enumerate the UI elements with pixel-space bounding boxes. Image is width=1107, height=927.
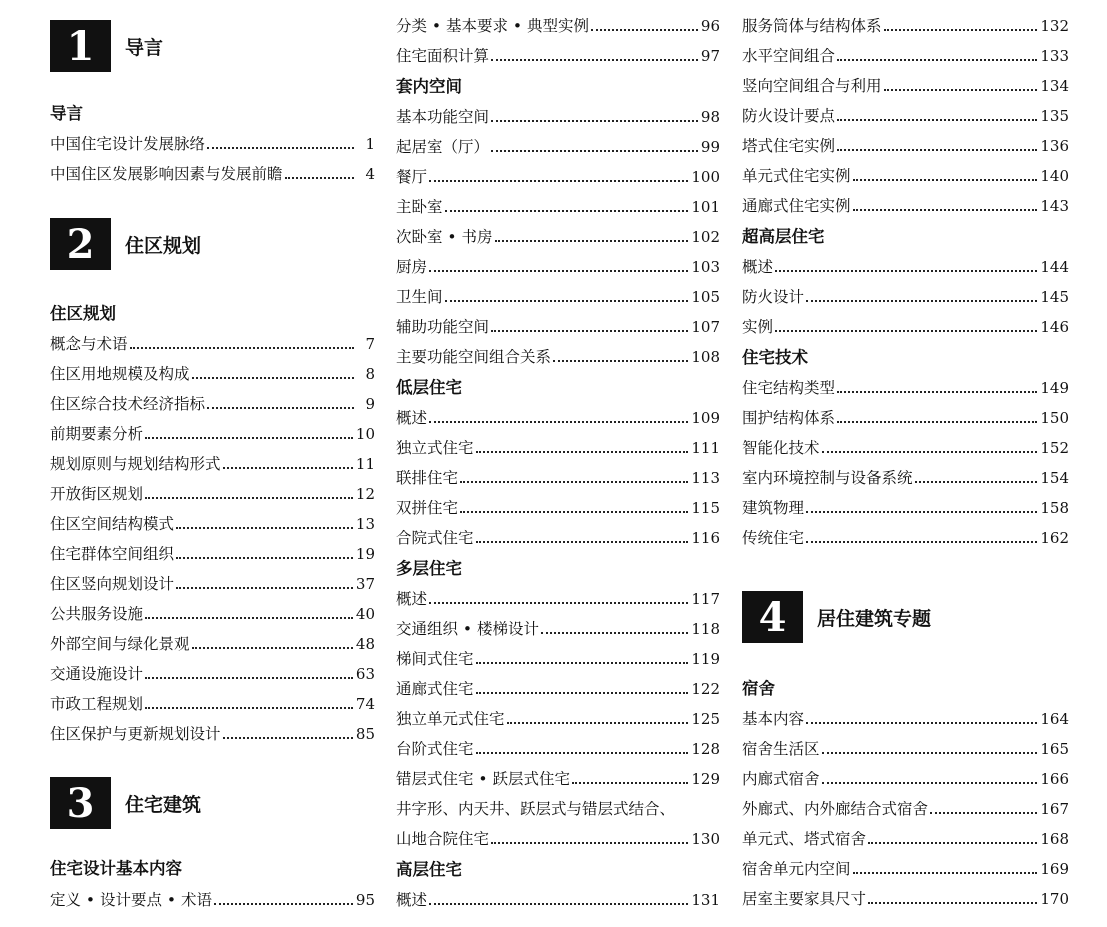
leader-dots — [806, 511, 1037, 513]
page-number: 101 — [691, 198, 720, 216]
toc-entry[interactable] — [50, 510, 375, 534]
page-number: 116 — [691, 529, 720, 547]
entry-title: 建筑物理 — [742, 499, 805, 517]
toc-entry[interactable] — [396, 404, 720, 428]
section-heading: 套内空间 — [396, 77, 462, 96]
entry-title: 中国住区发展影响因素与发展前瞻 — [50, 165, 283, 183]
leader-dots — [491, 842, 688, 844]
page-number: 63 — [355, 665, 375, 683]
toc-entry[interactable] — [396, 103, 720, 127]
page-number: 108 — [691, 348, 720, 366]
section-heading: 高层住宅 — [396, 860, 462, 879]
page-number: 164 — [1040, 710, 1069, 728]
toc-entry[interactable] — [396, 645, 720, 669]
toc-entry[interactable] — [50, 886, 375, 910]
chapter-4-header — [742, 591, 931, 643]
entry-title: 宿舍生活区 — [742, 740, 820, 758]
page-number: 37 — [355, 575, 375, 593]
entry-title: 主要功能空间组合关系 — [396, 348, 552, 366]
toc-entry[interactable] — [50, 160, 375, 184]
leader-dots — [429, 903, 688, 905]
leader-dots — [822, 451, 1038, 453]
entry-title: 单元式住宅实例 — [742, 167, 851, 185]
toc-entry[interactable] — [742, 404, 1069, 428]
entry-title: 防火设计要点 — [742, 107, 836, 125]
page-number: 98 — [700, 108, 720, 126]
entry-title: 传统住宅 — [742, 529, 805, 547]
entry-title: 通廊式住宅 — [396, 680, 474, 698]
entry-title: 住区空间结构模式 — [50, 515, 175, 533]
leader-dots — [553, 360, 688, 362]
entry-title: 井字形、内天井、跃层式与错层式结合、 — [396, 800, 676, 818]
toc-entry[interactable] — [50, 660, 375, 684]
page-number: 130 — [691, 830, 720, 848]
toc-entry[interactable] — [742, 162, 1069, 186]
entry-title: 外部空间与绿化景观 — [50, 635, 190, 653]
page-number: 150 — [1040, 409, 1069, 427]
entry-title: 住区竖向规划设计 — [50, 575, 175, 593]
leader-dots — [145, 497, 353, 499]
chapter-number: 4 — [742, 591, 803, 643]
entry-title: 规划原则与规划结构形式 — [50, 455, 221, 473]
entry-title: 独立式住宅 — [396, 439, 474, 457]
page-number: 95 — [355, 891, 375, 909]
entry-title: 基本功能空间 — [396, 108, 490, 126]
page-number: 165 — [1040, 740, 1069, 758]
page-number: 122 — [691, 680, 720, 698]
leader-dots — [429, 180, 688, 182]
toc-entry[interactable] — [50, 720, 375, 744]
leader-dots — [837, 59, 1037, 61]
leader-dots — [145, 617, 353, 619]
page-number: 167 — [1040, 800, 1069, 818]
page-number: 100 — [691, 168, 720, 186]
toc-entry[interactable] — [50, 130, 375, 154]
leader-dots — [285, 177, 354, 179]
page-number: 154 — [1040, 469, 1069, 487]
leader-dots — [507, 722, 689, 724]
page-number: 128 — [691, 740, 720, 758]
toc-entry[interactable] — [50, 690, 375, 714]
toc-entry[interactable] — [50, 450, 375, 474]
page-number: 134 — [1040, 77, 1069, 95]
toc-entry[interactable] — [396, 705, 720, 729]
toc-entry[interactable] — [50, 570, 375, 594]
leader-dots — [806, 541, 1037, 543]
leader-dots — [491, 59, 698, 61]
leader-dots — [868, 842, 1037, 844]
entry-title: 餐厅 — [396, 168, 428, 186]
page-number: 19 — [355, 545, 375, 563]
toc-entry[interactable] — [742, 374, 1069, 398]
leader-dots — [930, 812, 1037, 814]
entry-title: 塔式住宅实例 — [742, 137, 836, 155]
leader-dots — [460, 481, 688, 483]
entry-title: 市政工程规划 — [50, 695, 144, 713]
toc-entry[interactable] — [742, 494, 1069, 518]
leader-dots — [192, 377, 354, 379]
toc-entry[interactable] — [50, 420, 375, 444]
entry-title: 概述 — [396, 891, 428, 909]
entry-title: 实例 — [742, 318, 774, 336]
toc-entry[interactable] — [50, 540, 375, 564]
page-number: 145 — [1040, 288, 1069, 306]
toc-entry[interactable] — [396, 494, 720, 518]
page-number: 9 — [365, 395, 375, 413]
page-number: 131 — [691, 891, 720, 909]
page-number: 7 — [365, 335, 375, 353]
leader-dots — [822, 782, 1038, 784]
leader-dots — [853, 872, 1038, 874]
entry-title: 住区保护与更新规划设计 — [50, 725, 221, 743]
entry-title: 住区综合技术经济指标 — [50, 395, 206, 413]
toc-entry[interactable] — [396, 795, 720, 819]
leader-dots — [806, 722, 1037, 724]
page-number: 111 — [691, 439, 720, 457]
leader-dots — [214, 903, 353, 905]
toc-entry[interactable] — [742, 313, 1069, 337]
leader-dots — [806, 300, 1037, 302]
chapter-number: 3 — [50, 777, 111, 829]
leader-dots — [145, 677, 353, 679]
chapter-1-header — [50, 20, 163, 72]
toc-entry[interactable] — [396, 163, 720, 187]
toc-entry[interactable] — [742, 192, 1069, 216]
toc-entry[interactable] — [396, 283, 720, 307]
toc-entry[interactable] — [742, 42, 1069, 66]
toc-entry[interactable] — [396, 12, 720, 36]
toc-entry[interactable] — [742, 464, 1069, 488]
leader-dots — [429, 602, 688, 604]
leader-dots — [572, 782, 688, 784]
page-number: 85 — [355, 725, 375, 743]
entry-title: 智能化技术 — [742, 439, 820, 457]
leader-dots — [868, 902, 1037, 904]
entry-title: 起居室（厅） — [396, 138, 490, 156]
toc-entry[interactable] — [742, 855, 1069, 879]
entry-title: 防火设计 — [742, 288, 805, 306]
page-number: 135 — [1040, 107, 1069, 125]
section-heading: 低层住宅 — [396, 378, 462, 397]
entry-title: 独立单元式住宅 — [396, 710, 505, 728]
leader-dots — [176, 557, 353, 559]
toc-entry[interactable] — [396, 343, 720, 367]
leader-dots — [130, 347, 354, 349]
page-number: 10 — [355, 425, 375, 443]
entry-title: 概述 — [396, 409, 428, 427]
entry-title: 公共服务设施 — [50, 605, 144, 623]
page-number: 102 — [691, 228, 720, 246]
toc-entry[interactable] — [742, 825, 1069, 849]
page-number: 105 — [691, 288, 720, 306]
page-number: 146 — [1040, 318, 1069, 336]
entry-title: 梯间式住宅 — [396, 650, 474, 668]
toc-entry[interactable] — [742, 765, 1069, 789]
entry-title: 概述 — [396, 590, 428, 608]
leader-dots — [445, 210, 689, 212]
page-number: 8 — [365, 365, 375, 383]
chapter-title: 导言 — [125, 36, 164, 59]
page-number: 143 — [1040, 197, 1069, 215]
toc-entry[interactable] — [396, 524, 720, 548]
toc-entry[interactable] — [396, 886, 720, 910]
page-number: 117 — [691, 590, 720, 608]
section-heading: 住宅设计基本内容 — [50, 859, 182, 878]
toc-entry[interactable] — [742, 12, 1069, 36]
entry-title: 双拼住宅 — [396, 499, 459, 517]
leader-dots — [837, 119, 1037, 121]
leader-dots — [445, 300, 689, 302]
toc-entry[interactable] — [742, 735, 1069, 759]
leader-dots — [495, 240, 689, 242]
page-number: 12 — [355, 485, 375, 503]
toc-entry[interactable] — [396, 193, 720, 217]
toc-entry[interactable] — [396, 313, 720, 337]
page-number: 103 — [691, 258, 720, 276]
page-number: 96 — [700, 17, 720, 35]
page-number: 74 — [355, 695, 375, 713]
page-number: 166 — [1040, 770, 1069, 788]
toc-entry[interactable] — [396, 253, 720, 277]
toc-entry[interactable] — [742, 283, 1069, 307]
page-number: 119 — [691, 650, 720, 668]
toc-entry[interactable] — [742, 434, 1069, 458]
page-number: 113 — [691, 469, 720, 487]
chapter-3-header — [50, 777, 201, 829]
section-heading: 住宅技术 — [742, 348, 808, 367]
leader-dots — [429, 421, 688, 423]
page-number: 13 — [355, 515, 375, 533]
leader-dots — [476, 752, 689, 754]
leader-dots — [476, 541, 689, 543]
entry-title: 错层式住宅 • 跃层式住宅 — [396, 770, 570, 788]
entry-title: 概念与术语 — [50, 335, 128, 353]
toc-entry[interactable] — [50, 600, 375, 624]
toc-entry[interactable] — [742, 102, 1069, 126]
page-number: 129 — [691, 770, 720, 788]
page-number: 149 — [1040, 379, 1069, 397]
entry-title: 前期要素分析 — [50, 425, 144, 443]
page-number: 118 — [691, 620, 720, 638]
leader-dots — [460, 511, 688, 513]
toc-entry[interactable] — [742, 705, 1069, 729]
entry-title: 宿舍单元内空间 — [742, 860, 851, 878]
leader-dots — [223, 467, 353, 469]
leader-dots — [145, 707, 353, 709]
toc-entry[interactable] — [396, 42, 720, 66]
leader-dots — [591, 29, 698, 31]
chapter-number: 2 — [50, 218, 111, 270]
toc-entry[interactable] — [50, 330, 375, 354]
toc-entry[interactable] — [50, 390, 375, 414]
entry-title: 开放街区规划 — [50, 485, 144, 503]
toc-entry[interactable] — [396, 825, 720, 849]
page-number: 136 — [1040, 137, 1069, 155]
page-number: 1 — [365, 135, 375, 153]
entry-title: 外廊式、内外廊结合式宿舍 — [742, 800, 929, 818]
entry-title: 山地合院住宅 — [396, 830, 490, 848]
section-heading: 宿舍 — [742, 679, 775, 698]
entry-title: 合院式住宅 — [396, 529, 474, 547]
leader-dots — [192, 647, 353, 649]
toc-entry[interactable] — [396, 434, 720, 458]
leader-dots — [476, 451, 689, 453]
leader-dots — [853, 209, 1038, 211]
leader-dots — [541, 632, 688, 634]
entry-title: 基本内容 — [742, 710, 805, 728]
page-number: 107 — [691, 318, 720, 336]
toc-entry[interactable] — [50, 630, 375, 654]
entry-title: 联排住宅 — [396, 469, 459, 487]
entry-title: 围护结构体系 — [742, 409, 836, 427]
page-number: 4 — [365, 165, 375, 183]
page-number: 152 — [1040, 439, 1069, 457]
toc-entry[interactable] — [742, 72, 1069, 96]
toc-entry[interactable] — [742, 253, 1069, 277]
toc-entry[interactable] — [396, 133, 720, 157]
leader-dots — [491, 150, 698, 152]
entry-title: 住区用地规模及构成 — [50, 365, 190, 383]
page-number: 97 — [700, 47, 720, 65]
section-heading: 多层住宅 — [396, 559, 462, 578]
entry-title: 通廊式住宅实例 — [742, 197, 851, 215]
page-number: 162 — [1040, 529, 1069, 547]
entry-title: 中国住宅设计发展脉络 — [50, 135, 206, 153]
leader-dots — [476, 662, 689, 664]
page-number: 115 — [691, 499, 720, 517]
entry-title: 服务筒体与结构体系 — [742, 17, 882, 35]
page-number: 99 — [700, 138, 720, 156]
entry-title: 辅助功能空间 — [396, 318, 490, 336]
entry-title: 卫生间 — [396, 288, 443, 306]
page-number: 132 — [1040, 17, 1069, 35]
chapter-title: 居住建筑专题 — [817, 607, 932, 630]
entry-title: 台阶式住宅 — [396, 740, 474, 758]
entry-title: 分类 • 基本要求 • 典型实例 — [396, 17, 589, 35]
leader-dots — [915, 481, 1038, 483]
entry-title: 主卧室 — [396, 198, 443, 216]
leader-dots — [145, 437, 353, 439]
page-number: 169 — [1040, 860, 1069, 878]
page-number: 48 — [355, 635, 375, 653]
toc-entry[interactable] — [396, 735, 720, 759]
leader-dots — [429, 270, 688, 272]
entry-title: 内廊式宿舍 — [742, 770, 820, 788]
page-number: 168 — [1040, 830, 1069, 848]
toc-entry[interactable] — [742, 795, 1069, 819]
leader-dots — [491, 120, 698, 122]
entry-title: 单元式、塔式宿舍 — [742, 830, 867, 848]
chapter-title: 住宅建筑 — [125, 793, 202, 816]
leader-dots — [207, 147, 354, 149]
page-number: 144 — [1040, 258, 1069, 276]
leader-dots — [822, 752, 1038, 754]
entry-title: 居室主要家具尺寸 — [742, 890, 867, 908]
entry-title: 室内环境控制与设备系统 — [742, 469, 913, 487]
page-number: 40 — [355, 605, 375, 623]
chapter-2-header — [50, 218, 201, 270]
entry-title: 水平空间组合 — [742, 47, 836, 65]
toc-entry[interactable] — [396, 765, 720, 789]
page-number: 125 — [691, 710, 720, 728]
leader-dots — [176, 527, 353, 529]
toc-entry[interactable] — [742, 524, 1069, 548]
leader-dots — [491, 330, 688, 332]
leader-dots — [884, 89, 1038, 91]
section-heading: 住区规划 — [50, 304, 116, 323]
leader-dots — [775, 330, 1037, 332]
page-number: 170 — [1040, 890, 1069, 908]
leader-dots — [884, 29, 1038, 31]
page-number: 133 — [1040, 47, 1069, 65]
entry-title: 住宅面积计算 — [396, 47, 490, 65]
leader-dots — [837, 149, 1037, 151]
leader-dots — [207, 407, 354, 409]
toc-entry[interactable] — [396, 464, 720, 488]
leader-dots — [775, 270, 1037, 272]
page-number: 158 — [1040, 499, 1069, 517]
leader-dots — [223, 737, 353, 739]
page-number: 109 — [691, 409, 720, 427]
leader-dots — [837, 421, 1037, 423]
toc-entry[interactable] — [742, 132, 1069, 156]
toc-entry[interactable] — [396, 615, 720, 639]
page-number: 11 — [355, 455, 375, 473]
chapter-title: 住区规划 — [125, 234, 202, 257]
entry-title: 次卧室 • 书房 — [396, 228, 493, 246]
leader-dots — [853, 179, 1038, 181]
toc-entry[interactable] — [50, 360, 375, 384]
entry-title: 概述 — [742, 258, 774, 276]
entry-title: 交通设施设计 — [50, 665, 144, 683]
toc-entry[interactable] — [742, 885, 1069, 909]
entry-title: 交通组织 • 楼梯设计 — [396, 620, 539, 638]
section-heading: 导言 — [50, 104, 83, 123]
leader-dots — [476, 692, 689, 694]
leader-dots — [837, 391, 1037, 393]
toc-entry[interactable] — [396, 675, 720, 699]
toc-entry[interactable] — [396, 585, 720, 609]
toc-entry[interactable] — [396, 223, 720, 247]
entry-title: 厨房 — [396, 258, 428, 276]
entry-title: 住宅群体空间组织 — [50, 545, 175, 563]
section-heading: 超高层住宅 — [742, 227, 825, 246]
leader-dots — [176, 587, 353, 589]
entry-title: 竖向空间组合与利用 — [742, 77, 882, 95]
entry-title: 定义 • 设计要点 • 术语 — [50, 891, 212, 909]
page-number: 140 — [1040, 167, 1069, 185]
chapter-number: 1 — [50, 20, 111, 72]
toc-entry[interactable] — [50, 480, 375, 504]
entry-title: 住宅结构类型 — [742, 379, 836, 397]
